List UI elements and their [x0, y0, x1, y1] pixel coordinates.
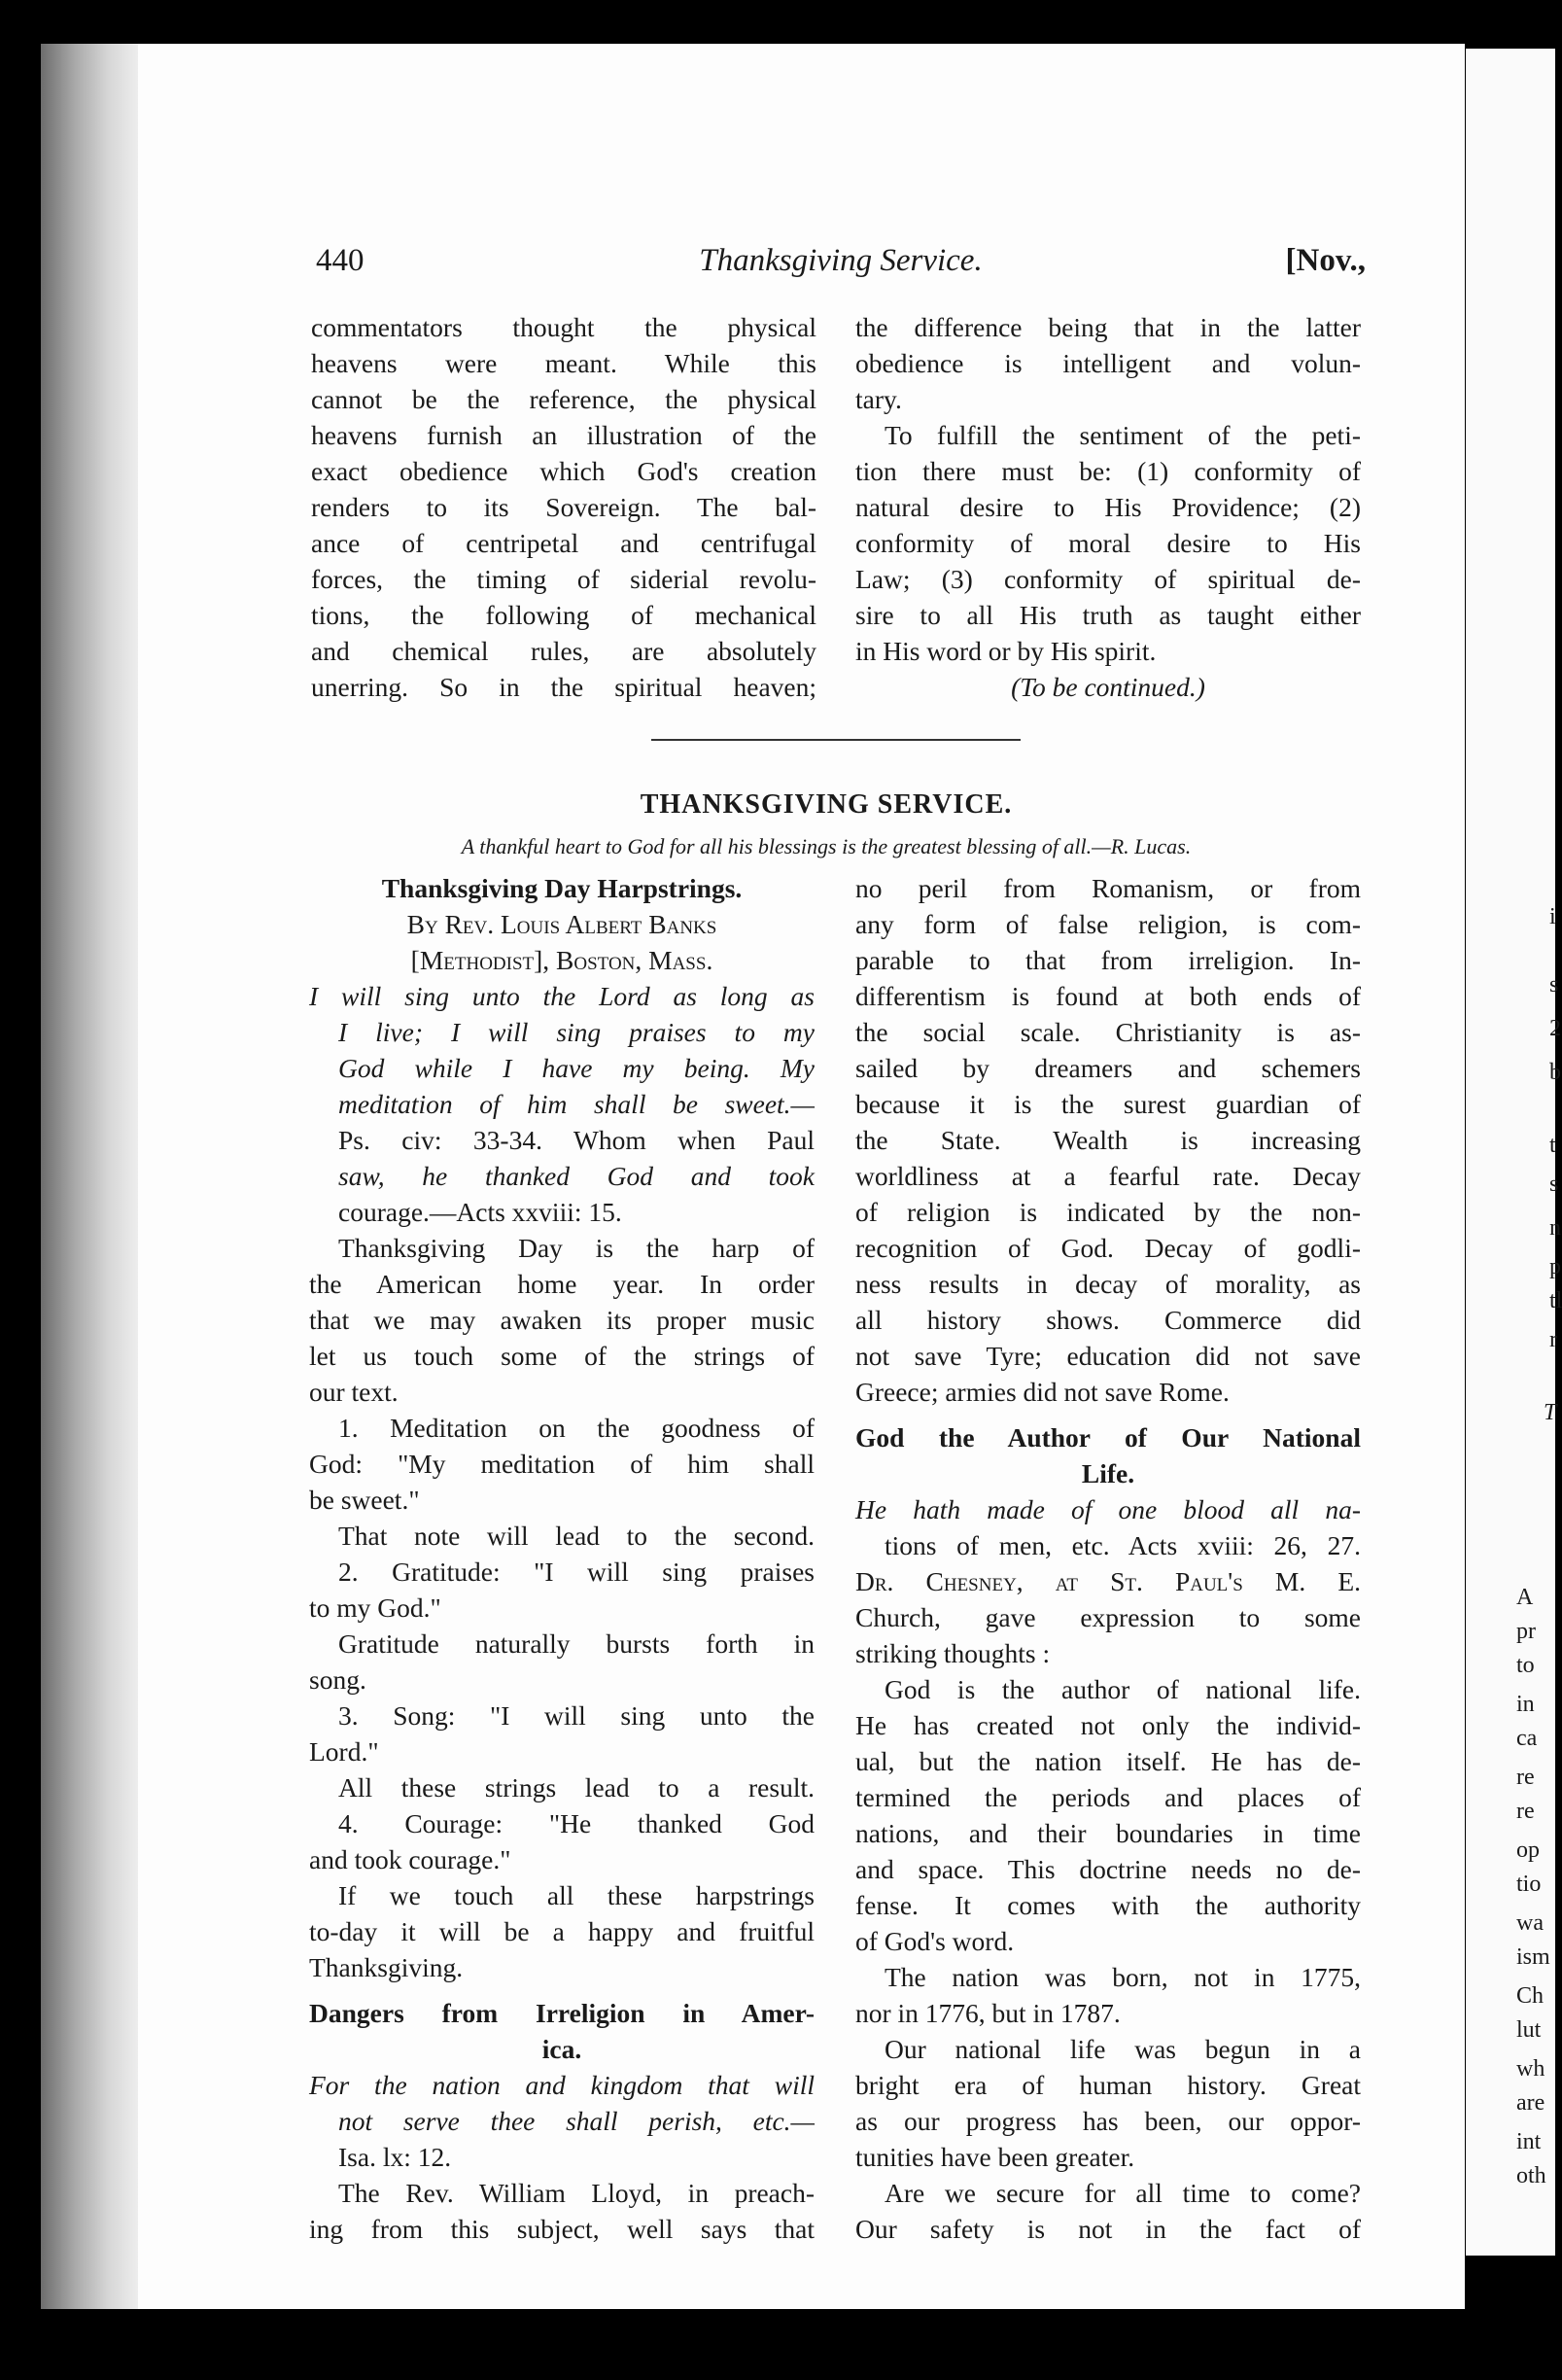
facing-page-fragment: int — [1516, 2129, 1542, 2154]
facing-page-fragment: n — [1549, 1215, 1561, 1241]
byline: By Rev. Louis Albert Banks — [406, 909, 717, 939]
facing-page-edge — [1466, 49, 1562, 2256]
text-line: ance of centripetal and centrifugal — [311, 528, 816, 558]
epigraph-line: He hath made of one blood all na- — [855, 1494, 1361, 1524]
text-line: conformity of moral desire to His — [855, 528, 1361, 558]
text-line: 2. Gratitude: "I will sing praises — [338, 1557, 815, 1587]
facing-page-fragment: oth — [1516, 2163, 1546, 2188]
text-line: Dr. Chesney, at St. Paul's M. E. — [855, 1566, 1361, 1596]
facing-page-fragment: lut — [1516, 2017, 1542, 2043]
facing-page-fragment: re — [1516, 1765, 1535, 1790]
epigraph-line: saw, he thanked God and took — [338, 1161, 815, 1191]
text-line: natural desire to His Providence; (2) — [855, 492, 1361, 522]
text-line: Thanksgiving. — [309, 1952, 464, 1982]
text-line: God is the author of national life. — [885, 1674, 1361, 1704]
text-line: cannot be the reference, the physical — [311, 384, 816, 414]
section-divider — [651, 739, 1021, 741]
text-line: and chemical rules, are absolutely — [311, 636, 816, 666]
running-title: Thanksgiving Service. — [699, 243, 983, 278]
text-line: ual, but the nation itself. He has de- — [855, 1746, 1361, 1776]
text-line: the difference being that in the latter — [855, 312, 1361, 342]
running-month: [Nov., — [1285, 243, 1366, 278]
text-line: and space. This doctrine needs no de- — [855, 1854, 1361, 1884]
article-heading: ica. — [541, 2034, 582, 2064]
facing-page-fragment: re — [1516, 1799, 1535, 1824]
facing-page-fragment: p — [1549, 1254, 1561, 1279]
text-line: nations, and their boundaries in time — [855, 1818, 1361, 1848]
epigraph-line: For the nation and kingdom that will — [309, 2070, 815, 2100]
text-line: all history shows. Commerce did — [855, 1305, 1361, 1335]
facing-page-fragment: t — [1549, 1133, 1556, 1158]
text-line: differentism is found at both ends of — [855, 981, 1361, 1011]
book-spine-shadow — [41, 44, 138, 2309]
text-line: 4. Courage: "He thanked God — [338, 1808, 815, 1838]
article-heading: Dangers from Irreligion in Amer- — [309, 1998, 815, 2028]
epigraph-line: courage.—Acts xxviii: 15. — [338, 1197, 622, 1227]
text-line: Are we secure for all time to come? — [885, 2178, 1361, 2208]
facing-page-fragment: op — [1516, 1838, 1540, 1863]
facing-page-fragment: to — [1516, 1653, 1535, 1678]
facing-page-fragment: wa — [1516, 1910, 1544, 1936]
text-line: renders to its Sovereign. The bal- — [311, 492, 816, 522]
text-line: not save Tyre; education did not save — [855, 1341, 1361, 1371]
text-line: be sweet." — [309, 1485, 420, 1515]
text-line: tunities have been greater. — [855, 2142, 1135, 2172]
text-line: that we may awaken its proper music — [309, 1305, 815, 1335]
facing-page-fragment: wh — [1516, 2056, 1545, 2082]
text-line: because it is the surest guardian of — [855, 1089, 1361, 1119]
text-line: He has created not only the individ- — [855, 1710, 1361, 1740]
text-line: the State. Wealth is increasing — [855, 1125, 1361, 1155]
text-line: to my God." — [309, 1592, 441, 1623]
text-line: unerring. So in the spiritual heaven; — [311, 672, 816, 702]
facing-page-fragment: ca — [1516, 1726, 1538, 1751]
text-line: heavens were meant. While this — [311, 348, 816, 378]
page-number: 440 — [316, 243, 364, 278]
to-be-continued: (To be continued.) — [1011, 672, 1205, 702]
text-line: God: "My meditation of him shall — [309, 1449, 815, 1479]
epigraph-line: God while I have my being. My — [338, 1053, 815, 1083]
facing-page-fragment: are — [1516, 2090, 1545, 2116]
text-line: parable to that from irreligion. In- — [855, 945, 1361, 975]
text-line: obedience is intelligent and volun- — [855, 348, 1361, 378]
section-motto: A thankful heart to God for all his blessings is the greatest blessing of all.—R. Lucas. — [461, 834, 1192, 858]
epigraph-line: meditation of him shall be sweet.— — [338, 1089, 815, 1119]
right-column — [855, 870, 1361, 2247]
facing-page-fragment: tl — [1549, 1288, 1562, 1313]
article-heading: God the Author of Our National — [855, 1422, 1361, 1452]
epigraph-line: not serve thee shall perish, etc.— — [338, 2106, 815, 2136]
text-line: Thanksgiving Day is the harp of — [338, 1233, 815, 1263]
text-line: the American home year. In order — [309, 1269, 815, 1299]
section-title: THANKSGIVING SERVICE. — [640, 789, 1013, 820]
text-line: If we touch all these harpstrings — [338, 1880, 815, 1910]
text-line: of God's word. — [855, 1926, 1015, 1956]
top-right-column — [855, 309, 1361, 705]
text-line: as our progress has been, our oppor- — [855, 2106, 1361, 2136]
text-line: Lord." — [309, 1736, 379, 1767]
text-line: The nation was born, not in 1775, — [885, 1962, 1361, 1992]
text-line: Law; (3) conformity of spiritual de- — [855, 564, 1361, 594]
text-line: Church, gave expression to some — [855, 1602, 1361, 1632]
text-line: and took courage." — [309, 1844, 511, 1874]
epigraph-line: I live; I will sing praises to my — [338, 1017, 815, 1047]
text-line: our text. — [309, 1377, 399, 1407]
text-line: of religion is indicated by the non- — [855, 1197, 1361, 1227]
text-line: recognition of God. Decay of godli- — [855, 1233, 1361, 1263]
text-line: nor in 1776, but in 1787. — [855, 1998, 1121, 2028]
facing-page-fragment: ism — [1516, 1944, 1550, 1970]
article-heading: Life. — [1081, 1458, 1135, 1488]
text-line: forces, the timing of siderial revolu- — [311, 564, 816, 594]
text-line: Greece; armies did not save Rome. — [855, 1377, 1230, 1407]
text-line: Gratitude naturally bursts forth in — [338, 1628, 815, 1659]
text-line: The Rev. William Lloyd, in preach- — [338, 2178, 815, 2208]
text-line: All these strings lead to a result. — [338, 1772, 815, 1802]
facing-page-fragment: s — [1549, 972, 1559, 998]
text-line: exact obedience which God's creation — [311, 456, 816, 486]
text-line: Our national life was begun in a — [885, 2034, 1361, 2064]
text-line: termined the periods and places of — [855, 1782, 1361, 1812]
epigraph-line: tions of men, etc. Acts xviii: 26, 27. — [885, 1530, 1361, 1560]
article-heading: Thanksgiving Day Harpstrings. — [381, 873, 743, 903]
text-line: ness results in decay of morality, as — [855, 1269, 1361, 1299]
top-left-column — [311, 309, 816, 705]
facing-page-fragment: A — [1516, 1585, 1534, 1610]
epigraph-line: Isa. lx: 12. — [338, 2142, 452, 2172]
text-line: sailed by dreamers and schemers — [855, 1053, 1361, 1083]
text-line: in His word or by His spirit. — [855, 636, 1157, 666]
text-line: tary. — [855, 384, 902, 414]
text-line: sire to all His truth as taught either — [855, 600, 1361, 630]
text-line: 1. Meditation on the goodness of — [338, 1413, 815, 1443]
text-line: ing from this subject, well says that — [309, 2214, 815, 2244]
epigraph-line: I will sing unto the Lord as long as — [309, 981, 815, 1011]
text-line: 3. Song: "I will sing unto the — [338, 1700, 815, 1731]
text-line: worldliness at a fearful rate. Decay — [855, 1161, 1361, 1191]
text-line: commentators thought the physical — [311, 312, 816, 342]
text-line: fense. It comes with the authority — [855, 1890, 1361, 1920]
text-line: no peril from Romanism, or from — [855, 873, 1361, 903]
text-line: any form of false religion, is com- — [855, 909, 1361, 939]
text-line: bright era of human history. Great — [855, 2070, 1361, 2100]
facing-page-fragment: b — [1549, 1060, 1561, 1085]
text-line: heavens furnish an illustration of the — [311, 420, 816, 450]
text-line: the social scale. Christianity is as- — [855, 1017, 1361, 1047]
facing-page-fragment: r — [1549, 1327, 1557, 1352]
left-column — [309, 870, 815, 2247]
running-header — [316, 243, 1366, 282]
epigraph-line: Ps. civ: 33-34. Whom when Paul — [338, 1125, 815, 1155]
facing-page-fragment: s — [1549, 1172, 1559, 1197]
text-line: Our safety is not in the fact of — [855, 2214, 1361, 2244]
facing-page-fragment: T — [1544, 1400, 1557, 1425]
text-line: song. — [309, 1664, 366, 1695]
text-line: tion there must be: (1) conformity of — [855, 456, 1361, 486]
text-line: tions, the following of mechanical — [311, 600, 816, 630]
facing-page-fragment: Ch — [1516, 1983, 1545, 2009]
text-line: striking thoughts : — [855, 1638, 1051, 1668]
facing-page-fragment: in — [1516, 1692, 1535, 1717]
byline: [Methodist], Boston, Mass. — [410, 945, 713, 975]
text-line: To fulfill the sentiment of the peti- — [885, 420, 1361, 450]
text-line: That note will lead to the second. — [338, 1521, 815, 1551]
text-line: to-day it will be a happy and fruitful — [309, 1916, 815, 1946]
facing-page-fragment: 2 — [1549, 1016, 1561, 1041]
facing-page-fragment: i — [1549, 904, 1556, 929]
text-line: let us touch some of the strings of — [309, 1341, 815, 1371]
facing-page-fragment: pr — [1516, 1619, 1536, 1644]
facing-page-fragment: tio — [1516, 1872, 1542, 1897]
